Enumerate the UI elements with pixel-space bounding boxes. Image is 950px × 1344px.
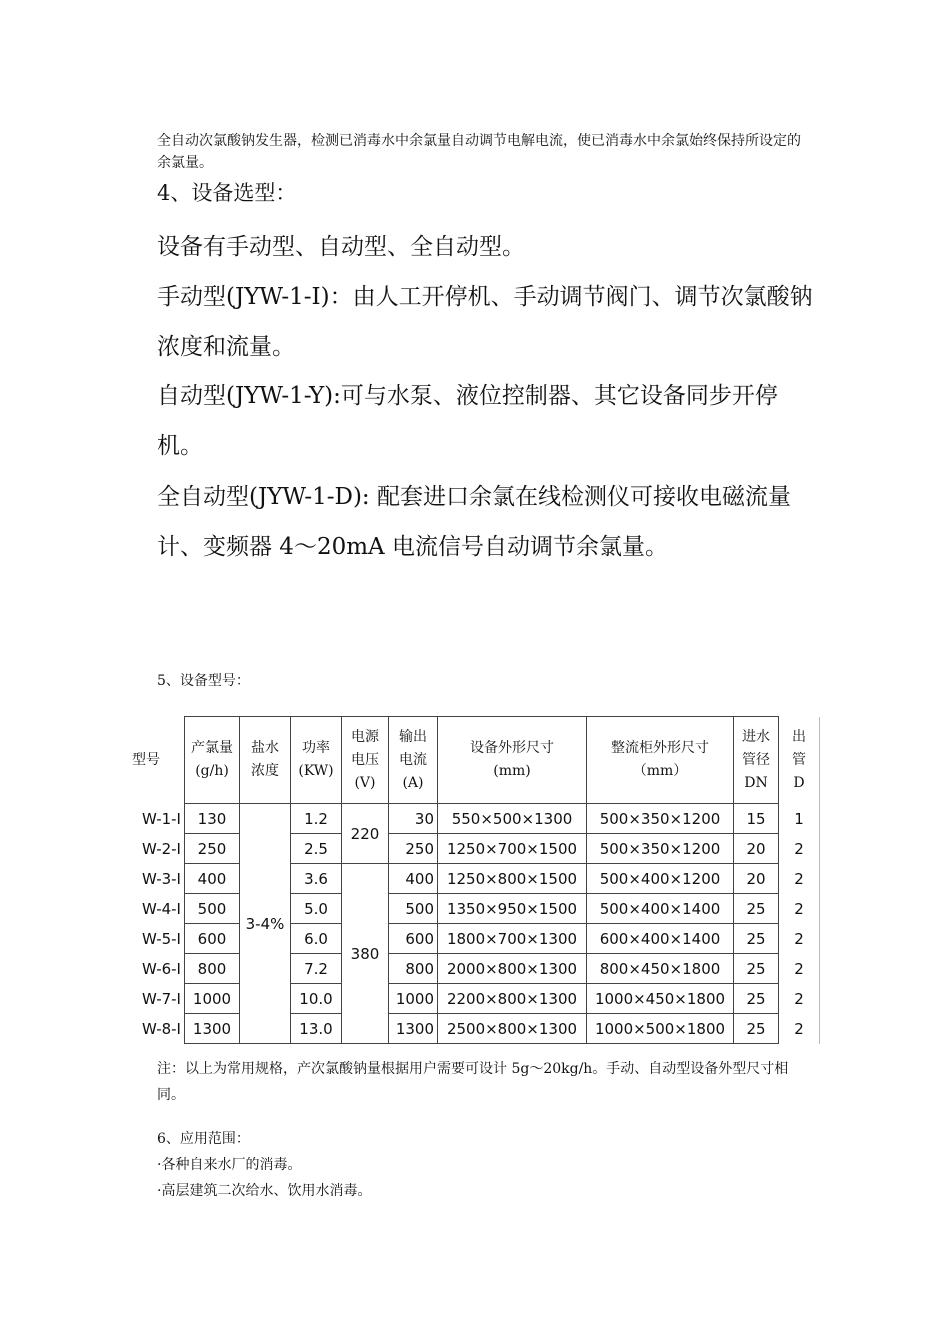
cell-size: 2200×800×1300 [438, 984, 587, 1014]
table-row [108, 984, 820, 1014]
cell-cabinet: 500×350×1200 [587, 804, 734, 834]
cell-power: 1.2 [291, 804, 342, 834]
cell-model: W-5-I [141, 929, 181, 948]
section6-item-2: ·高层建筑二次给水、饮用水消毒。 [157, 1183, 372, 1199]
cell-model: W-7-I [141, 989, 181, 1008]
table-row [108, 1014, 820, 1044]
section5-title: 5、设备型号： [157, 673, 250, 689]
table-row [108, 894, 820, 924]
cell-output: 1000 [185, 984, 240, 1014]
cell-power: 5.0 [291, 894, 342, 924]
cell-outlet: 2 [779, 924, 820, 954]
cell-cabinet: 500×400×1200 [587, 864, 734, 894]
cell-power: 3.6 [291, 864, 342, 894]
cell-size: 1250×700×1500 [438, 834, 587, 864]
cell-power: 10.0 [291, 984, 342, 1014]
cell-voltage-220: 220 [342, 804, 389, 864]
cell-outlet: 2 [779, 894, 820, 924]
section4-paragraph-1: 设备有手动型、自动型、全自动型。 [157, 234, 525, 260]
cell-inlet: 25 [734, 894, 779, 924]
header-voltage: 电源 电压 (V) [342, 717, 389, 804]
section4-paragraph-3: 自动型(JYW-1-Y):可与水泵、液位控制器、其它设备同步开停机。 [157, 383, 778, 459]
header-brine: 盐水 浓度 [240, 717, 291, 804]
cell-cabinet: 500×400×1400 [587, 894, 734, 924]
cell-current: 600 [389, 924, 438, 954]
cell-outlet: 1 [779, 804, 820, 834]
cell-size: 2500×800×1300 [438, 1014, 587, 1044]
cell-inlet: 15 [734, 804, 779, 834]
cell-inlet: 20 [734, 864, 779, 894]
cell-size: 1350×950×1500 [438, 894, 587, 924]
header-cabinet: 整流柜外形尺寸 （mm） [587, 717, 734, 804]
cell-outlet: 2 [779, 954, 820, 984]
cell-model: W-2-I [141, 839, 181, 858]
cell-inlet: 25 [734, 954, 779, 984]
cell-cabinet: 1000×500×1800 [587, 1014, 734, 1044]
cell-brine: 3-4% [240, 804, 291, 1044]
header-outlet: 出 管 D [779, 717, 820, 804]
cell-outlet: 2 [779, 1014, 820, 1044]
cell-inlet: 25 [734, 984, 779, 1014]
table-note: 注：以上为常用规格，产次氯酸钠量根据用户需要可设计 5g～20kg/h。手动、自动型设备外型尺寸相同。 [157, 1061, 789, 1103]
cell-current: 30 [389, 804, 438, 834]
table-header-row [108, 717, 820, 804]
cell-inlet: 25 [734, 924, 779, 954]
cell-inlet: 20 [734, 834, 779, 864]
intro-paragraph: 全自动次氯酸钠发生器，检测已消毒水中余氯量自动调节电解电流，使已消毒水中余氯始终保持所设定的余氯量。 [157, 133, 801, 171]
section4-paragraph-2: 手动型(JYW-1-I)：由人工开停机、手动调节阀门、调节次氯酸钠浓度和流量。 [157, 284, 813, 360]
header-size: 设备外形尺寸 (mm) [438, 717, 587, 804]
cell-size: 2000×800×1300 [438, 954, 587, 984]
cell-model: W-4-I [141, 899, 181, 918]
cell-output: 800 [185, 954, 240, 984]
cell-power: 7.2 [291, 954, 342, 984]
section6-item-1: ·各种自来水厂的消毒。 [157, 1157, 302, 1173]
cell-inlet: 25 [734, 1014, 779, 1044]
header-power: 功率 (KW) [291, 717, 342, 804]
cell-model: W-3-I [141, 869, 181, 888]
cell-model: W-8-I [141, 1019, 181, 1038]
header-inlet: 进水 管径 DN [734, 717, 779, 804]
cell-cabinet: 800×450×1800 [587, 954, 734, 984]
cell-power: 13.0 [291, 1014, 342, 1044]
cell-cabinet: 1000×450×1800 [587, 984, 734, 1014]
cell-model: W-1-I [141, 809, 181, 828]
cell-current: 250 [389, 834, 438, 864]
cell-model: W-6-I [141, 959, 181, 978]
cell-size: 1800×700×1300 [438, 924, 587, 954]
cell-outlet: 2 [779, 864, 820, 894]
header-current: 输出 电流 (A) [389, 717, 438, 804]
cell-output: 500 [185, 894, 240, 924]
cell-size: 1250×800×1500 [438, 864, 587, 894]
table-row [108, 924, 820, 954]
section4-paragraph-4: 全自动型(JYW-1-D): 配套进口余氯在线检测仪可接收电磁流量计、变频器 4～20mA 电流信号自动调节余氯量。 [157, 484, 791, 560]
cell-output: 600 [185, 924, 240, 954]
table-row [108, 864, 820, 894]
cell-size: 550×500×1300 [438, 804, 587, 834]
section4-title: 4、设备选型： [157, 181, 297, 205]
cell-output: 400 [185, 864, 240, 894]
header-output: 产氯量 (g/h) [185, 717, 240, 804]
header-model: 型号 [132, 751, 160, 768]
cell-power: 2.5 [291, 834, 342, 864]
cell-current: 1300 [389, 1014, 438, 1044]
cell-cabinet: 600×400×1400 [587, 924, 734, 954]
cell-output: 130 [185, 804, 240, 834]
spec-table [108, 716, 820, 1044]
table-row [108, 804, 820, 834]
cell-current: 400 [389, 864, 438, 894]
cell-current: 800 [389, 954, 438, 984]
cell-current: 1000 [389, 984, 438, 1014]
cell-outlet: 2 [779, 984, 820, 1014]
cell-cabinet: 500×350×1200 [587, 834, 734, 864]
table-row [108, 954, 820, 984]
cell-power: 6.0 [291, 924, 342, 954]
cell-outlet: 2 [779, 834, 820, 864]
table-row [108, 834, 820, 864]
section6-title: 6、应用范围： [157, 1131, 250, 1147]
cell-current: 500 [389, 894, 438, 924]
cell-output: 1300 [185, 1014, 240, 1044]
cell-voltage-380: 380 [342, 864, 389, 1044]
cell-output: 250 [185, 834, 240, 864]
